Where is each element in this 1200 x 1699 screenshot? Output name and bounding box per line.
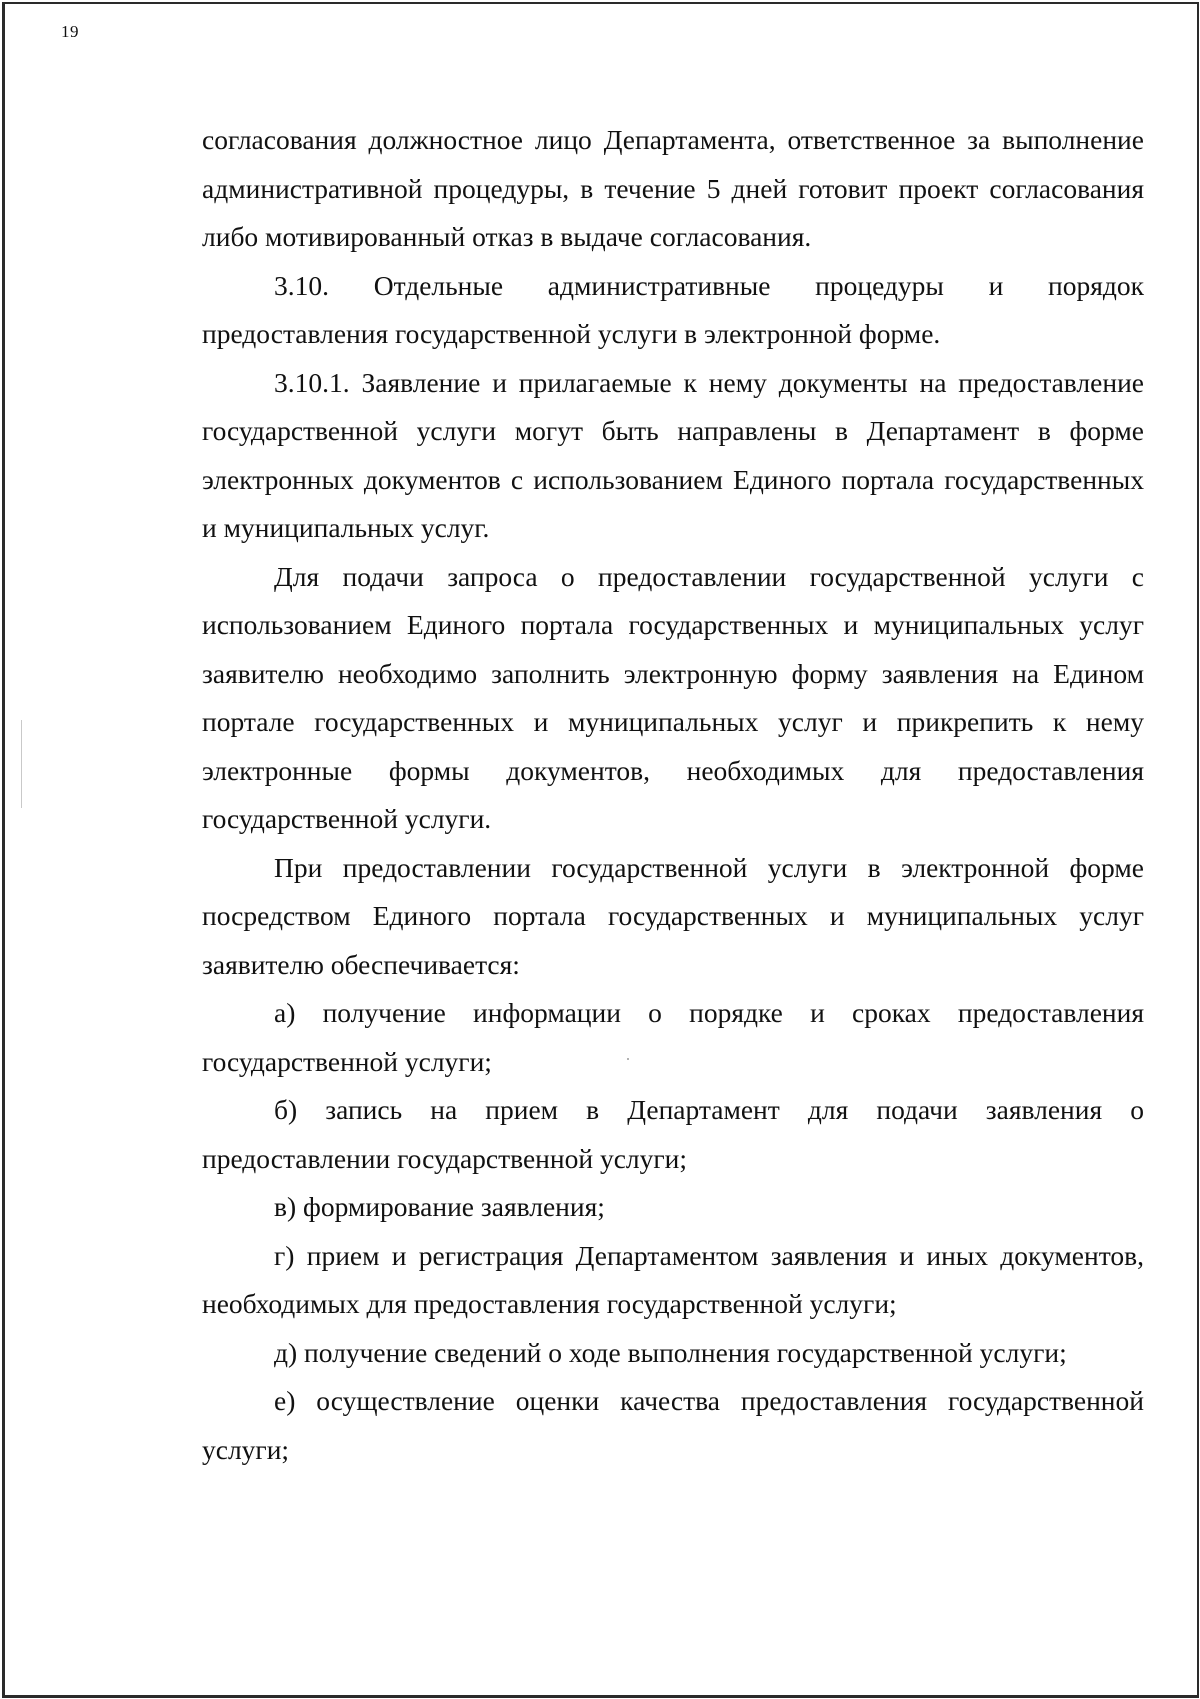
paragraph-section-3-10: 3.10. Отдельные административные процедуры и порядок предоставления государственной услуги в электронной форме. xyxy=(202,269,1144,349)
page-number: 19 xyxy=(61,22,79,41)
list-item-b: б) запись на прием в Департамент для подачи заявления о предоставлении государственной услуги; xyxy=(202,1094,1144,1174)
paragraph-continuation: согласования должностное лицо Департамента, ответственное за выполнение административной процедуры, в течение 5 дней готовит проект согласования либо мотивированный отказ в выдаче согласования. xyxy=(202,124,1144,252)
paragraph-applicant-provided: При предоставлении государственной услуги в электронной форме посредством Единого портала государственных и муниципальных услуг заявителю обеспечивается: xyxy=(202,851,1144,980)
paragraph-request-submission: Для подачи запроса о предоставлении государственной услуги с использованием Единого портала государственных и муниципальных услуг заявителю необходимо заполнить электронную форму заявления на Едином портале государственных и муниципальных услуг и прикрепить к нему электронные формы документов, необходимых для предоставления государственной услуги. xyxy=(202,560,1144,834)
list-item-a: а) получение информации о порядке и сроках предоставления государственной услуги; xyxy=(202,997,1144,1077)
paragraph-section-3-10-1: 3.10.1. Заявление и прилагаемые к нему документы на предоставление государственной услуги могут быть направлены в Департамент в форме электронных документов с использованием Единого портала государственных и муниципальных услуг. xyxy=(202,366,1144,543)
list-item-d: д) получение сведений о ходе выполнения государственной услуги; xyxy=(274,1336,1067,1368)
list-item-e: е) осуществление оценки качества предоставления государственной услуги; xyxy=(202,1385,1144,1465)
list-item-v: в) формирование заявления; xyxy=(274,1191,605,1222)
page-number-row xyxy=(0,22,1200,42)
margin-mark xyxy=(21,720,22,808)
list-item-g: г) прием и регистрация Департаментом заявления и иных документов, необходимых для предоставления государственной услуги; xyxy=(202,1239,1144,1319)
document-body xyxy=(202,116,1144,1474)
